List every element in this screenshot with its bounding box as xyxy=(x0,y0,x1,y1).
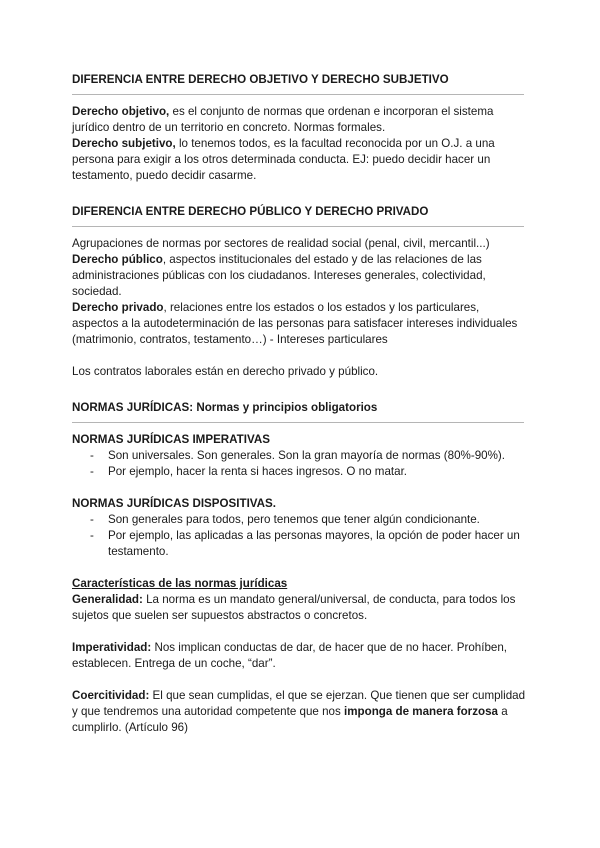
term-derecho-objetivo: Derecho objetivo, xyxy=(72,105,170,118)
paragraph-derecho-privado xyxy=(72,300,528,348)
paragraph-agrupaciones: Agrupaciones de normas por sectores de realidad social (penal, civil, mercantil...) xyxy=(72,237,490,250)
definition-derecho-objetivo: es el conjunto de normas que ordenan e incorporan el sistema jurídico dentro de un territorio en concreto. Normas formales. xyxy=(72,105,494,134)
term-generalidad: Generalidad: xyxy=(72,593,143,606)
list-item: - Son generales para todos, pero tenemos que tener algún condicionante. xyxy=(72,512,528,528)
definition-generalidad: La norma es un mandato general/universal, de conducta, para todos los sujetos que suelen ser supuestos abstractos o concretos. xyxy=(72,593,516,622)
document-body xyxy=(72,72,528,736)
list-normas-imperativas xyxy=(72,448,528,480)
list-item: - Son universales. Son generales. Son la gran mayoría de normas (80%-90%). xyxy=(72,448,528,464)
subheading-normas-dispositivas: NORMAS JURÍDICAS DISPOSITIVAS. xyxy=(72,497,276,510)
list-item: - Por ejemplo, las aplicadas a las personas mayores, la opción de poder hacer un testamento. xyxy=(72,528,528,560)
section-title-objetivo-subjetivo: DIFERENCIA ENTRE DERECHO OBJETIVO Y DERECHO SUBJETIVO xyxy=(72,73,449,86)
term-derecho-privado: Derecho privado xyxy=(72,301,164,314)
subheading-caracteristicas: Características de las normas jurídicas xyxy=(72,577,288,590)
list-item: - Por ejemplo, hacer la renta si haces ingresos. O no matar. xyxy=(72,464,528,480)
paragraph-contratos-laborales: Los contratos laborales están en derecho privado y público. xyxy=(72,365,379,378)
paragraph-imperatividad xyxy=(72,640,528,672)
horizontal-rule xyxy=(72,422,524,423)
section-title-publico-privado: DIFERENCIA ENTRE DERECHO PÚBLICO Y DERECHO PRIVADO xyxy=(72,205,429,218)
horizontal-rule xyxy=(72,94,524,95)
term-derecho-subjetivo: Derecho subjetivo, xyxy=(72,137,176,150)
horizontal-rule xyxy=(72,226,524,227)
subheading-normas-imperativas: NORMAS JURÍDICAS IMPERATIVAS xyxy=(72,433,270,446)
definition-derecho-privado: , relaciones entre los estados o los estados y los particulares, aspectos a la autodeterminación de las personas para satisfacer intereses individuales (matrimonio, contratos, testamento…) - Intereses particulares xyxy=(72,301,518,346)
paragraph-coercitividad xyxy=(72,688,528,736)
paragraph-derecho-objetivo xyxy=(72,104,528,136)
paragraph-derecho-subjetivo xyxy=(72,136,528,184)
term-imperatividad: Imperatividad: xyxy=(72,641,152,654)
term-coercitividad: Coercitividad: xyxy=(72,689,150,702)
paragraph-derecho-publico xyxy=(72,252,528,300)
definition-derecho-publico: , aspectos institucionales del estado y de las relaciones de las administraciones públicas con los ciudadanos. Intereses generales, colectividad, sociedad. xyxy=(72,253,486,298)
term-derecho-publico: Derecho público xyxy=(72,253,163,266)
definition-coercitividad: El que sean cumplidas, el que se ejerzan. Que tienen que ser cumplidad y que tendremos una autoridad competente que nos xyxy=(72,689,526,718)
section-title-normas-juridicas: NORMAS JURÍDICAS: Normas y principios obligatorios xyxy=(72,401,378,414)
list-normas-dispositivas xyxy=(72,512,528,560)
definition-imperatividad: Nos implican conductas de dar, de hacer que de no hacer. Prohíben, establecen. Entrega de un coche, “dar”. xyxy=(72,641,508,670)
definition-coercitividad-tail: a cumplirlo. (Artículo 96) xyxy=(72,705,508,734)
emphasis-imponga-forzosa: imponga de manera forzosa xyxy=(344,705,498,718)
definition-derecho-subjetivo: lo tenemos todos, es la facultad reconocida por un O.J. a una persona para exigir a los otros determinada conducta. EJ: puedo decidir hacer un testamento, puedo decidir casarme. xyxy=(72,137,495,182)
paragraph-generalidad xyxy=(72,592,528,624)
